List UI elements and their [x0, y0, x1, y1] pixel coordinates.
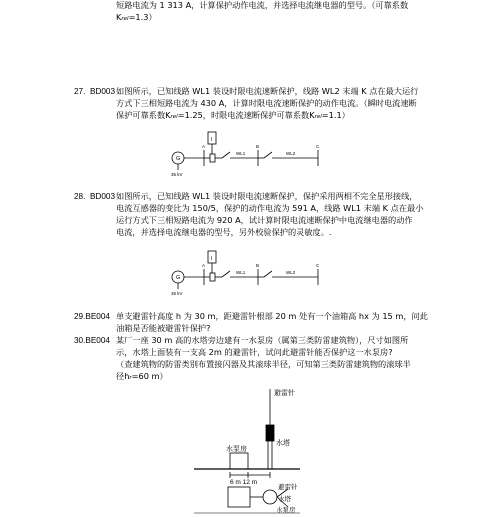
q30-line4-part-a: 径: [116, 371, 125, 381]
k-symbol: K: [116, 12, 122, 22]
generator-label: G: [176, 156, 181, 162]
q28-line2: 电流互感器的变比为 150/5，保护的动作电流为 591 A，线路 WL1 末端 K 点在最小: [116, 203, 424, 213]
wl2-label: WL2: [286, 151, 296, 156]
h-symbol: h: [124, 371, 130, 381]
node-a-label: A: [202, 263, 206, 268]
wl1-label: WL1: [236, 270, 246, 275]
circuit-diagram-2: [168, 245, 333, 297]
q29-number: 29.BE004: [74, 312, 110, 321]
q27-line3-part-a: 保护可靠系数: [116, 110, 166, 120]
h-subscript: r: [129, 375, 132, 381]
pump-house-plan-label: 水泵房: [276, 507, 296, 514]
q30-line4: [116, 371, 168, 384]
q27-line1: 如图所示，已知线路 WL1 装设时限电流速断保护，线路 WL2 末端 K 点在最大运行: [116, 86, 419, 96]
q28-code: BD003: [90, 192, 116, 201]
node-b-label: B: [256, 263, 260, 268]
q30-line2: 示，水塔上面装有一支高 2m 的避雷针，试问此避雷针能否保护这一水泵房?: [116, 347, 393, 357]
relay-label: I: [211, 256, 213, 262]
q30-line1: 某厂一座 30 m 高的水塔旁边建有一水泵房（属第三类防雷建筑物），尺寸如图所: [116, 335, 409, 345]
q27-code: BD003: [90, 87, 116, 96]
q27-line3-part-b: =1.25，时限电流速断保护可靠系数: [177, 110, 310, 120]
q28-line3: 运行方式下三相短路电流为 920 A，试计算时限电流速断保护中电流继电器的动作: [116, 215, 413, 225]
q27-number: 27.: [74, 87, 86, 96]
node-c-label: C: [316, 144, 320, 149]
q27-line3-part-c: =1.1）: [321, 110, 350, 120]
k-subscript: rel: [121, 16, 129, 22]
tower-label: 水塔: [276, 440, 290, 447]
q30-line3: （查建筑物的防雷类别布置接闪器及其滚球半径，可知第三类防雷建筑物的滚球半: [116, 359, 411, 369]
q28-number: 28.: [74, 192, 86, 201]
dimension-label: 6 m 12 m: [230, 479, 258, 486]
node-c-label: C: [316, 263, 320, 268]
pump-house-label: 水泵房: [226, 446, 247, 453]
circuit-diagram-1: [168, 126, 333, 178]
q27-line2: 方式下三相短路电流为 430 A，计算时限电流速断保护的动作电流。（瞬时电流速断: [116, 98, 417, 108]
q30-number: 30.BE004: [74, 336, 110, 345]
wl1-label: WL1: [236, 151, 246, 156]
q29-line2: 油箱是否能被避雷针保护?: [116, 323, 211, 333]
q26-reliability-value: =1.3）: [128, 12, 157, 22]
lightning-rod-plan-label: 避雷针: [278, 484, 298, 491]
node-a-label: A: [202, 144, 206, 149]
k-subscript: rel: [170, 114, 178, 120]
voltage-label: 35 kV: [171, 291, 183, 296]
k-subscript: rel: [314, 114, 322, 120]
k-symbol: K: [165, 110, 171, 120]
q26-continuation-line1: 短路电流为 1 313 A，计算保护动作电流，并选择电流继电器的型号。（可靠系数: [116, 0, 409, 10]
relay-label: I: [211, 137, 213, 143]
lightning-rod-label: 避雷针: [274, 390, 295, 397]
k-symbol: K: [309, 110, 315, 120]
tower-plan-label: 水塔: [278, 496, 291, 503]
q28-line4: 电流，并选择电流继电器的型号，另外校验保护的灵敏度。.: [116, 227, 332, 237]
node-b-label: B: [256, 144, 260, 149]
q26-continuation-line2: [116, 12, 157, 25]
wl2-label: WL2: [286, 270, 296, 275]
q28-line1: 如图所示，已知线路 WL1 装设时限电流速断保护，保护采用两相不完全星形接线，: [116, 191, 418, 201]
q27-line3: [116, 110, 350, 123]
voltage-label: 35 kV: [171, 172, 183, 177]
water-tower-diagram: [190, 385, 310, 517]
q30-line4-part-b: =60 m）: [131, 371, 168, 381]
q29-line1: 单支避雷针高度 h 为 30 m，距避雷针根部 20 m 处有一个油箱高 hx 为 15 m，问此: [116, 311, 428, 321]
generator-label: G: [176, 275, 181, 281]
